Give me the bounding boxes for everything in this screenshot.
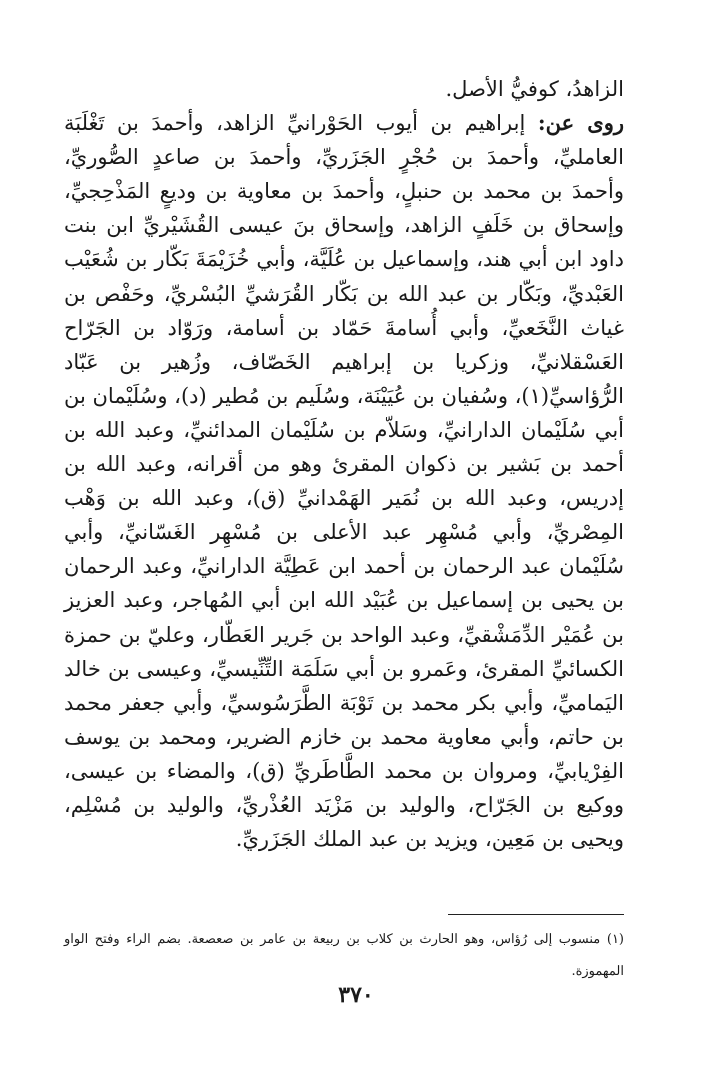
opening-line: الزاهدُ، كوفيُّ الأصل. — [445, 77, 624, 101]
page-number: ٣٧٠ — [338, 982, 374, 1008]
narrators-paragraph — [64, 106, 624, 856]
footnote: (١) منسوب إلى رُؤاس، وهو الحارث بن كلاب بن ربيعة بن عامر بن صعصعة. بضم الراء وفتح الواو المهموزة. — [64, 932, 624, 979]
narrators-label: روى عن: — [537, 110, 624, 136]
main-text — [64, 72, 624, 856]
footnote-separator — [448, 914, 624, 915]
narrators-list: إبراهيم بن أيوب الحَوْرانيِّ الزاهد، وأحمدَ بن تَغْلَبَة العامليِّ، وأحمدَ بن حُجْرٍ الجَزَريِّ، وأحمدَ بن صاعدٍ الصُّوريِّ، وأحمدَ بن محمد بن حنبلٍ، وأحمدَ بن معاوية بن وديعٍ المَذْحِجيِّ، وإسحاق بن خَلَفٍ الزاهد، وإسحاق بنَ عيسى القُشَيْريِّ ابن بنت داود ابن أبي هند، وإسماعيل بن عُلَيَّة، وأبي خُزَيْمَةَ بَكّار بن شُعَيْب العَبْديِّ، وبَكّار بن عبد الله بن بَكّار القُرَشيِّ البُسْريِّ، وحَفْص بن غياث النَّخَعيِّ، وأبي أُسامةَ حَمّاد بن أسامة، ورَوّاد بن الجَرّاح العَسْقلانيِّ، وزكريا بن إبراهيم الخَصّاف، وزُهير بن عَبّاد الرُّؤاسيِّ(١)، وسُفيان بن عُيَيْنَة، وسُلَيم بن مُطير (د)، وسُلَيْمان بن أبي سُلَيْمان الدارانيِّ، وسَلاّم بن سُلَيْمان المدائنيِّ، وعبد الله بن أحمد بن بَشير بن ذكوان المقرئ وهو من أقرانه، وعبد الله بن إدريس، وعبد الله بن نُمَير الهَمْدانيِّ (ق)، وعبد الله بن وَهْب المِصْريِّ، وأبي مُسْهِر عبد الأعلى بن مُسْهِر الغَسّانيِّ، وأبي سُلَيْمان عبد الرحمان بن أحمد ابن عَطِيَّة الدارانيِّ، وعبد الرحمان بن يحيى بن إسماعيل بن عُبَيْد الله ابن أبي المُهاجر، وعبد العزيز بن عُمَيْر الدِّمَشْقيِّ، وعبد الواحد بن جَرير العَطّار، وعليّ بن حمزة الكسائيِّ المقرئ، وعَمرو بن أبي سَلَمَة التِّنِّيسيِّ، وعيسى بن خالد اليَماميِّ، وأبي بكر محمد بن تَوْبَة الطَّرَسُوسيِّ، وأبي جعفر محمد بن حاتم، وأبي معاوية محمد بن خازم الضرير، ومحمد بن يوسف الفِرْيابيِّ، ومروان بن محمد الطَّاطَريِّ (ق)، والمضاء بن عيسى، ووكيع بن الجَرّاح، والوليد بن مَزْيَد العُذْريِّ، والوليد بن مُسْلِم، ويحيى بن مَعِين، ويزيد بن عبد الملك الجَزَريِّ. — [64, 111, 624, 852]
